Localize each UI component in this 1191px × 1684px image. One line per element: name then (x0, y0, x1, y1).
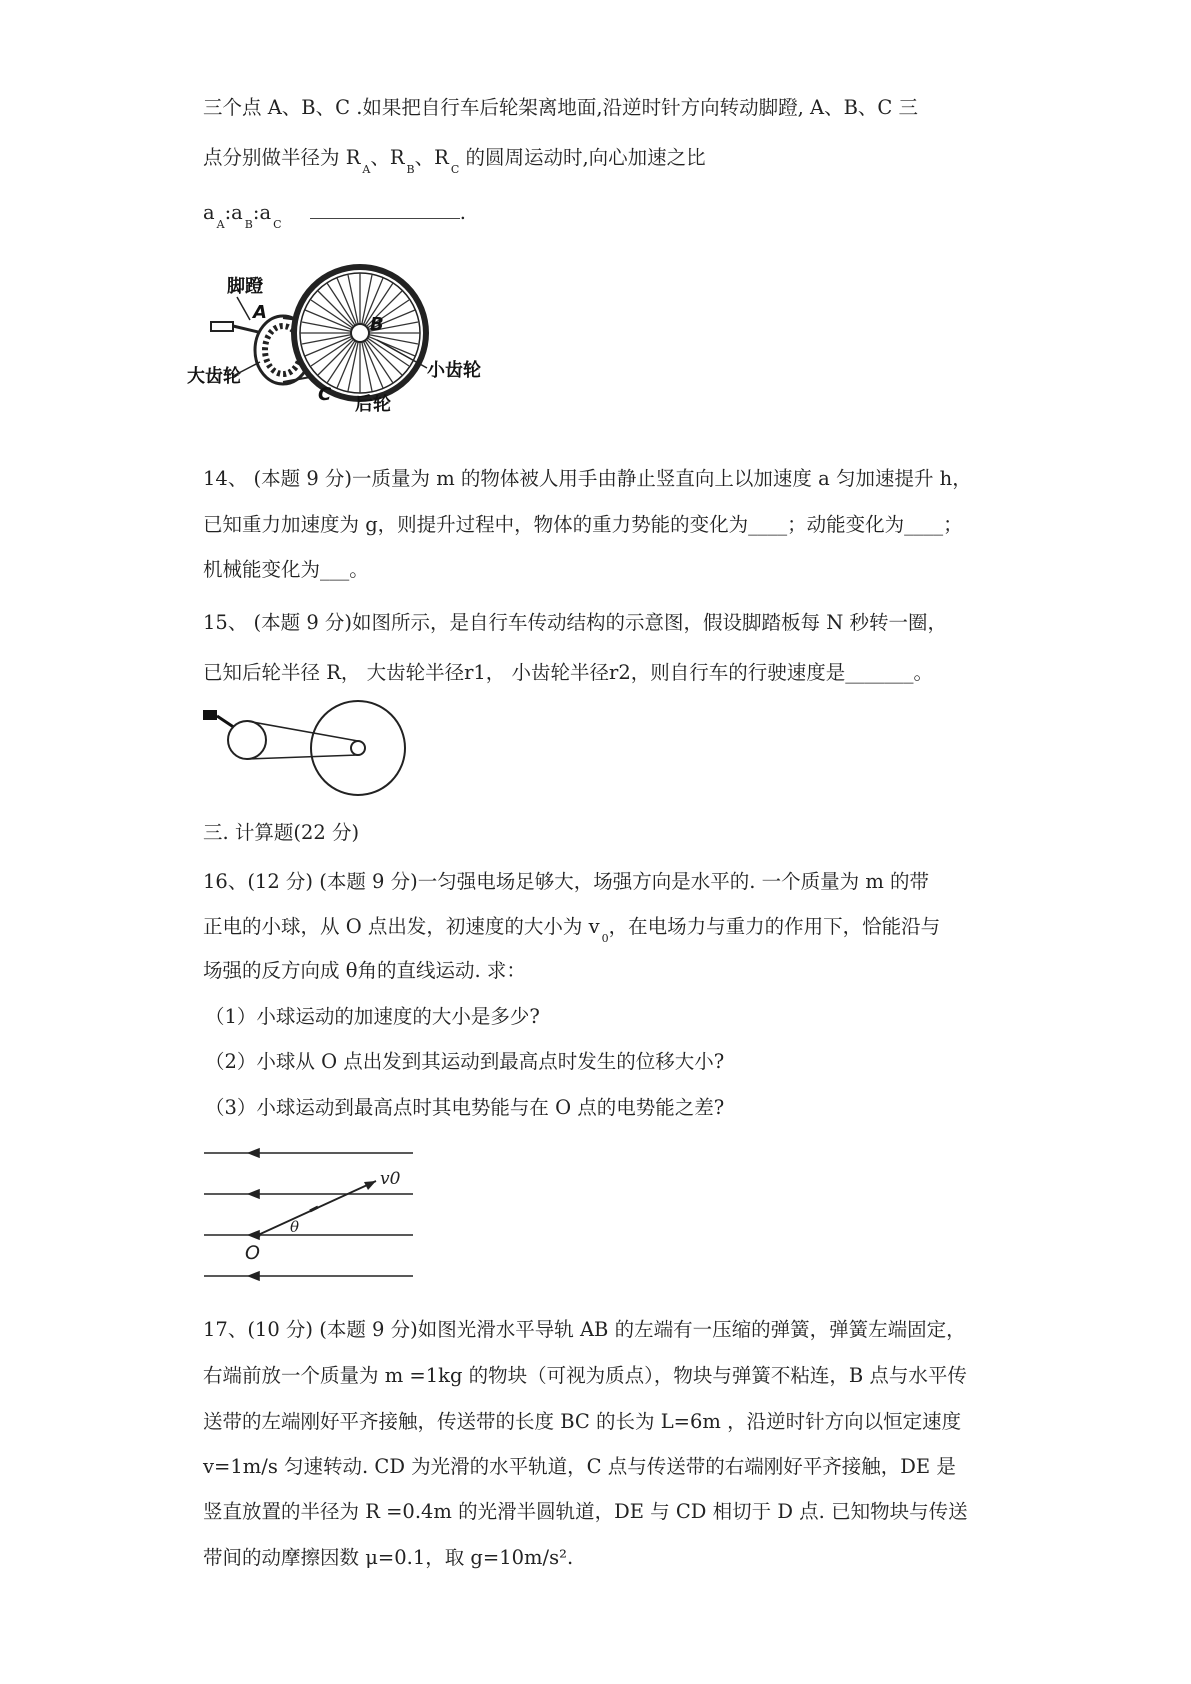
subscript-c: C (450, 163, 460, 176)
label-origin: O (245, 1242, 260, 1264)
ratio-sep2: :a (252, 201, 272, 224)
q14-text-line-3: 机械能变化为___。 (203, 558, 369, 581)
q16-text-line-2 (203, 915, 941, 945)
q16-line2-pre: 正电的小球，从 O 点出发，初速度的大小为 v (203, 915, 600, 938)
q13-line2-pre: 点分别做半径为 R (203, 146, 361, 169)
big-gear-circle (228, 721, 266, 759)
label-point-a: A (253, 302, 267, 323)
label-small-gear: 小齿轮 (427, 360, 481, 381)
section-title: 三. 计算题(22 分) (203, 821, 360, 844)
q13-text-line-1: 三个点 A、B、C .如果把自行车后轮架离地面,沿逆时针方向转动脚蹬, A、B、C 三 (203, 96, 919, 119)
label-theta: θ (290, 1218, 300, 1236)
q14-text-line-2: 已知重力加速度为 g，则提升过程中，物体的重力势能的变化为____；动能变化为____； (203, 513, 963, 536)
ratio-sub-b: B (244, 218, 253, 231)
label-point-b: B (370, 314, 384, 335)
ratio-sub-a: A (216, 218, 225, 231)
ratio-sep1: :a (224, 201, 243, 224)
q16-line2-post: ，在电场力与重力的作用下，恰能沿与 (608, 915, 941, 938)
q16-subquestion-1: （1）小球运动的加速度的大小是多少? (205, 1005, 540, 1028)
q17-text-line-3: 送带的左端刚好平齐接触，传送带的长度 BC 的长为 L=6m ，沿逆时针方向以恒定速度 (203, 1410, 962, 1433)
q13-line2-post: 的圆周运动时,向心加速之比 (465, 146, 706, 169)
q15-text-line-2: 已知后轮半径 R， 大齿轮半径r1， 小齿轮半径r2，则自行车的行驶速度是_______。 (203, 661, 933, 684)
rear-wheel-shape (294, 267, 426, 399)
small-gear-shape (351, 324, 369, 342)
q17-text-line-1: 17、(10 分) (本题 9 分)如图光滑水平导轨 AB 的左端有一压缩的弹簧，弹簧左端固定， (203, 1318, 966, 1341)
q13-sep1: 、R (370, 146, 405, 169)
q17-text-line-4: v=1m/s 匀速转动. CD 为光滑的水平轨道，C 点与传送带的右端刚好平齐接触，DE 是 (203, 1455, 956, 1478)
v0-subscript: 0 (601, 932, 609, 945)
velocity-vector (258, 1181, 376, 1235)
ratio-end: . (459, 201, 466, 224)
bicycle-gear-figure (187, 270, 535, 440)
q17-text-line-2: 右端前放一个质量为 m =1kg 的物块（可视为质点），物块与弹簧不粘连，B 点与水平传 (203, 1364, 967, 1387)
subscript-b: B (406, 163, 415, 176)
q16-subquestion-2: （2）小球从 O 点出发到其运动到最高点时发生的位移大小? (205, 1050, 725, 1073)
answer-blank[interactable] (310, 218, 460, 219)
subscript-a: A (362, 163, 371, 176)
q14-text-line-1: 14、 (本题 9 分)一质量为 m 的物体被人用手由静止竖直向上以加速度 a 匀加速提升 h， (203, 467, 972, 490)
q17-text-line-5: 竖直放置的半径为 R =0.4m 的光滑半圆轨道，DE 与 CD 相切于 D 点. 已知物块与传送 (203, 1500, 968, 1523)
ratio-a: a (203, 201, 215, 224)
q15-text-line-1: 15、 (本题 9 分)如图所示，是自行车传动结构的示意图，假设脚踏板每 N 秒转一圈， (203, 611, 947, 634)
q13-ratio-line (203, 201, 466, 231)
q16-text-line-3: 场强的反方向成 θ角的直线运动. 求： (203, 959, 526, 982)
label-point-c: C (318, 384, 332, 405)
q17-text-line-6: 带间的动摩擦因数 μ=0.1，取 g=10m/s². (203, 1546, 574, 1569)
q13-sep2: 、R (414, 146, 449, 169)
electric-field-figure (200, 1138, 420, 1288)
q16-text-line-1: 16、(12 分) (本题 9 分)一匀强电场足够大，场强方向是水平的. 一个质量为 m 的带 (203, 870, 930, 893)
label-big-gear: 大齿轮 (187, 366, 241, 387)
ratio-sub-c: C (273, 218, 282, 231)
q13-text-line-2 (203, 146, 706, 176)
q16-subquestion-3: （3）小球运动到最高点时其电势能与在 O 点的电势能之差? (205, 1096, 725, 1119)
pedal-shape (211, 322, 233, 331)
transmission-diagram (203, 694, 413, 804)
label-v0: v0 (380, 1169, 401, 1189)
small-gear-circle (351, 741, 365, 755)
label-pedal: 脚蹬 (227, 276, 263, 297)
label-rear-wheel: 后轮 (355, 394, 391, 415)
